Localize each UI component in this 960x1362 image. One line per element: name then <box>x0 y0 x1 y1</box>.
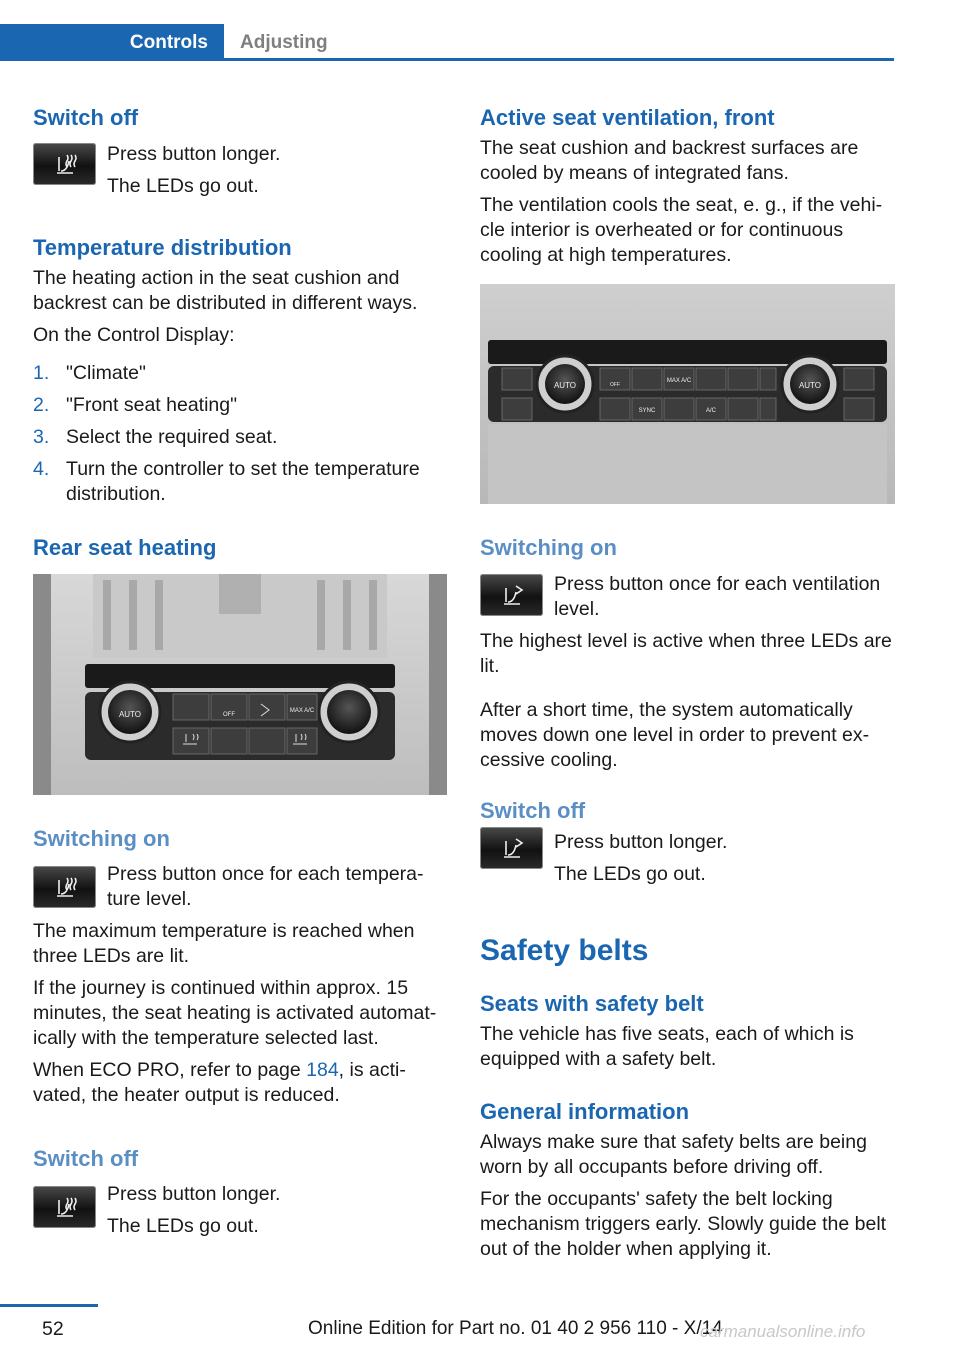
front-auto-label-left: AUTO <box>553 381 577 390</box>
steps-list <box>33 361 448 507</box>
ventilation-heading: Active seat ventilation, front <box>480 105 775 130</box>
seat-ventilation-button-icon <box>480 574 543 616</box>
rear-seat-heating-heading: Rear seat heating <box>33 535 217 560</box>
switch-off-text-2: Press button longer. The LEDs go out. <box>107 1183 281 1237</box>
seats-with-belt-heading: Seats with safety belt <box>480 991 704 1016</box>
rear-auto-label: AUTO <box>118 710 142 719</box>
switching-on-body-right: The highest level is active when three LEDs are lit. After a short time, the system automatically moves down one level in order to prevent ex‐cessive cooling. <box>480 630 892 771</box>
switching-on-text-right: Press button once for each ventilation level. <box>554 573 881 620</box>
seat-heating-button-icon <box>33 143 96 185</box>
switch-off-heading-2: Switch off <box>33 1146 139 1171</box>
switch-off-heading-right: Switch off <box>480 798 586 823</box>
switch-off-text-1: Press button longer. The LEDs go out. <box>107 143 281 197</box>
list-item: 4. Turn the controller to set the temperature distribution. <box>33 458 420 505</box>
front-max-ac-label: MAX A/C <box>666 378 692 384</box>
list-item: 1. "Climate" <box>33 362 146 384</box>
switching-on-heading-left: Switching on <box>33 826 170 851</box>
edition-text: Online Edition for Part no. 01 40 2 956 110 - X/14 <box>308 1318 723 1339</box>
safety-belts-heading: Safety belts <box>480 934 649 967</box>
seats-with-belt-section: Seats with safety belt The vehicle has five seats, each of which is equipped with a safety belt. <box>480 990 895 1072</box>
general-information-section: General information Always make sure that safety belts are being worn by all occupants before driving off. For the occupants' safety the belt locking mechanism triggers early. Slowly guide the belt out of the holder when applying it. <box>480 1098 895 1262</box>
page-184-link[interactable]: 184 <box>306 1059 339 1081</box>
switching-on-text-left: Press button once for each tempera‐ture level. <box>107 863 424 910</box>
general-information-heading: General information <box>480 1099 690 1124</box>
rear-off-label: OFF <box>223 712 235 718</box>
temperature-distribution-section: Temperature distribution The heating action in the seat cushion and backrest can be distributed in different ways. On the Control Display: 1. "Climate" 2. "Front seat heating" 3. Select the required seat. 4. Turn the controller to set the temperature distribution. <box>33 234 448 514</box>
switch-off-text-right: Press button longer. The LEDs go out. <box>554 831 728 885</box>
switching-on-heading-right: Switching on <box>480 535 617 560</box>
watermark: carmanualsonline.info <box>700 1322 866 1341</box>
list-item: 3. Select the required seat. <box>33 426 278 448</box>
switching-on-body-left: The maximum temperature is reached when three LEDs are lit. If the journey is continued within approx. 15 minutes, the seat heating is activated automat‐ically with the temperature selected last. When ECO PRO, refer to page 184, is acti‐vated, the heater output is reduced. <box>33 920 437 1106</box>
tab-adjusting[interactable]: Adjusting <box>240 31 328 53</box>
switch-off-heading-1: Switch off <box>33 105 139 130</box>
tab-controls[interactable]: Controls <box>0 24 224 61</box>
ventilation-section: Active seat ventilation, front The seat cushion and backrest surfaces are cooled by means of integrated fans. The ventilation cools the seat, e. g., if the vehi‐cle interior is overheated or for continuous cooling at high temperatures. <box>480 104 895 268</box>
front-sync-label: SYNC <box>638 408 656 414</box>
front-climate-panel-photo <box>480 284 895 504</box>
page-number: 52 <box>42 1318 64 1340</box>
seat-heating-button-icon <box>33 866 96 908</box>
front-auto-label-right: AUTO <box>798 381 822 390</box>
front-ac-label: A/C <box>705 408 717 414</box>
seat-heating-button-icon <box>33 1186 96 1228</box>
temperature-distribution-heading: Temperature distribution <box>33 235 292 260</box>
header-rule <box>0 58 894 61</box>
list-item: 2. "Front seat heating" <box>33 394 238 416</box>
rear-max-ac-label: MAX A/C <box>289 708 315 714</box>
seat-ventilation-button-icon <box>480 827 543 869</box>
footer-rule <box>0 1304 98 1307</box>
front-off-label: OFF <box>610 382 620 388</box>
rear-climate-panel-photo <box>33 574 447 795</box>
